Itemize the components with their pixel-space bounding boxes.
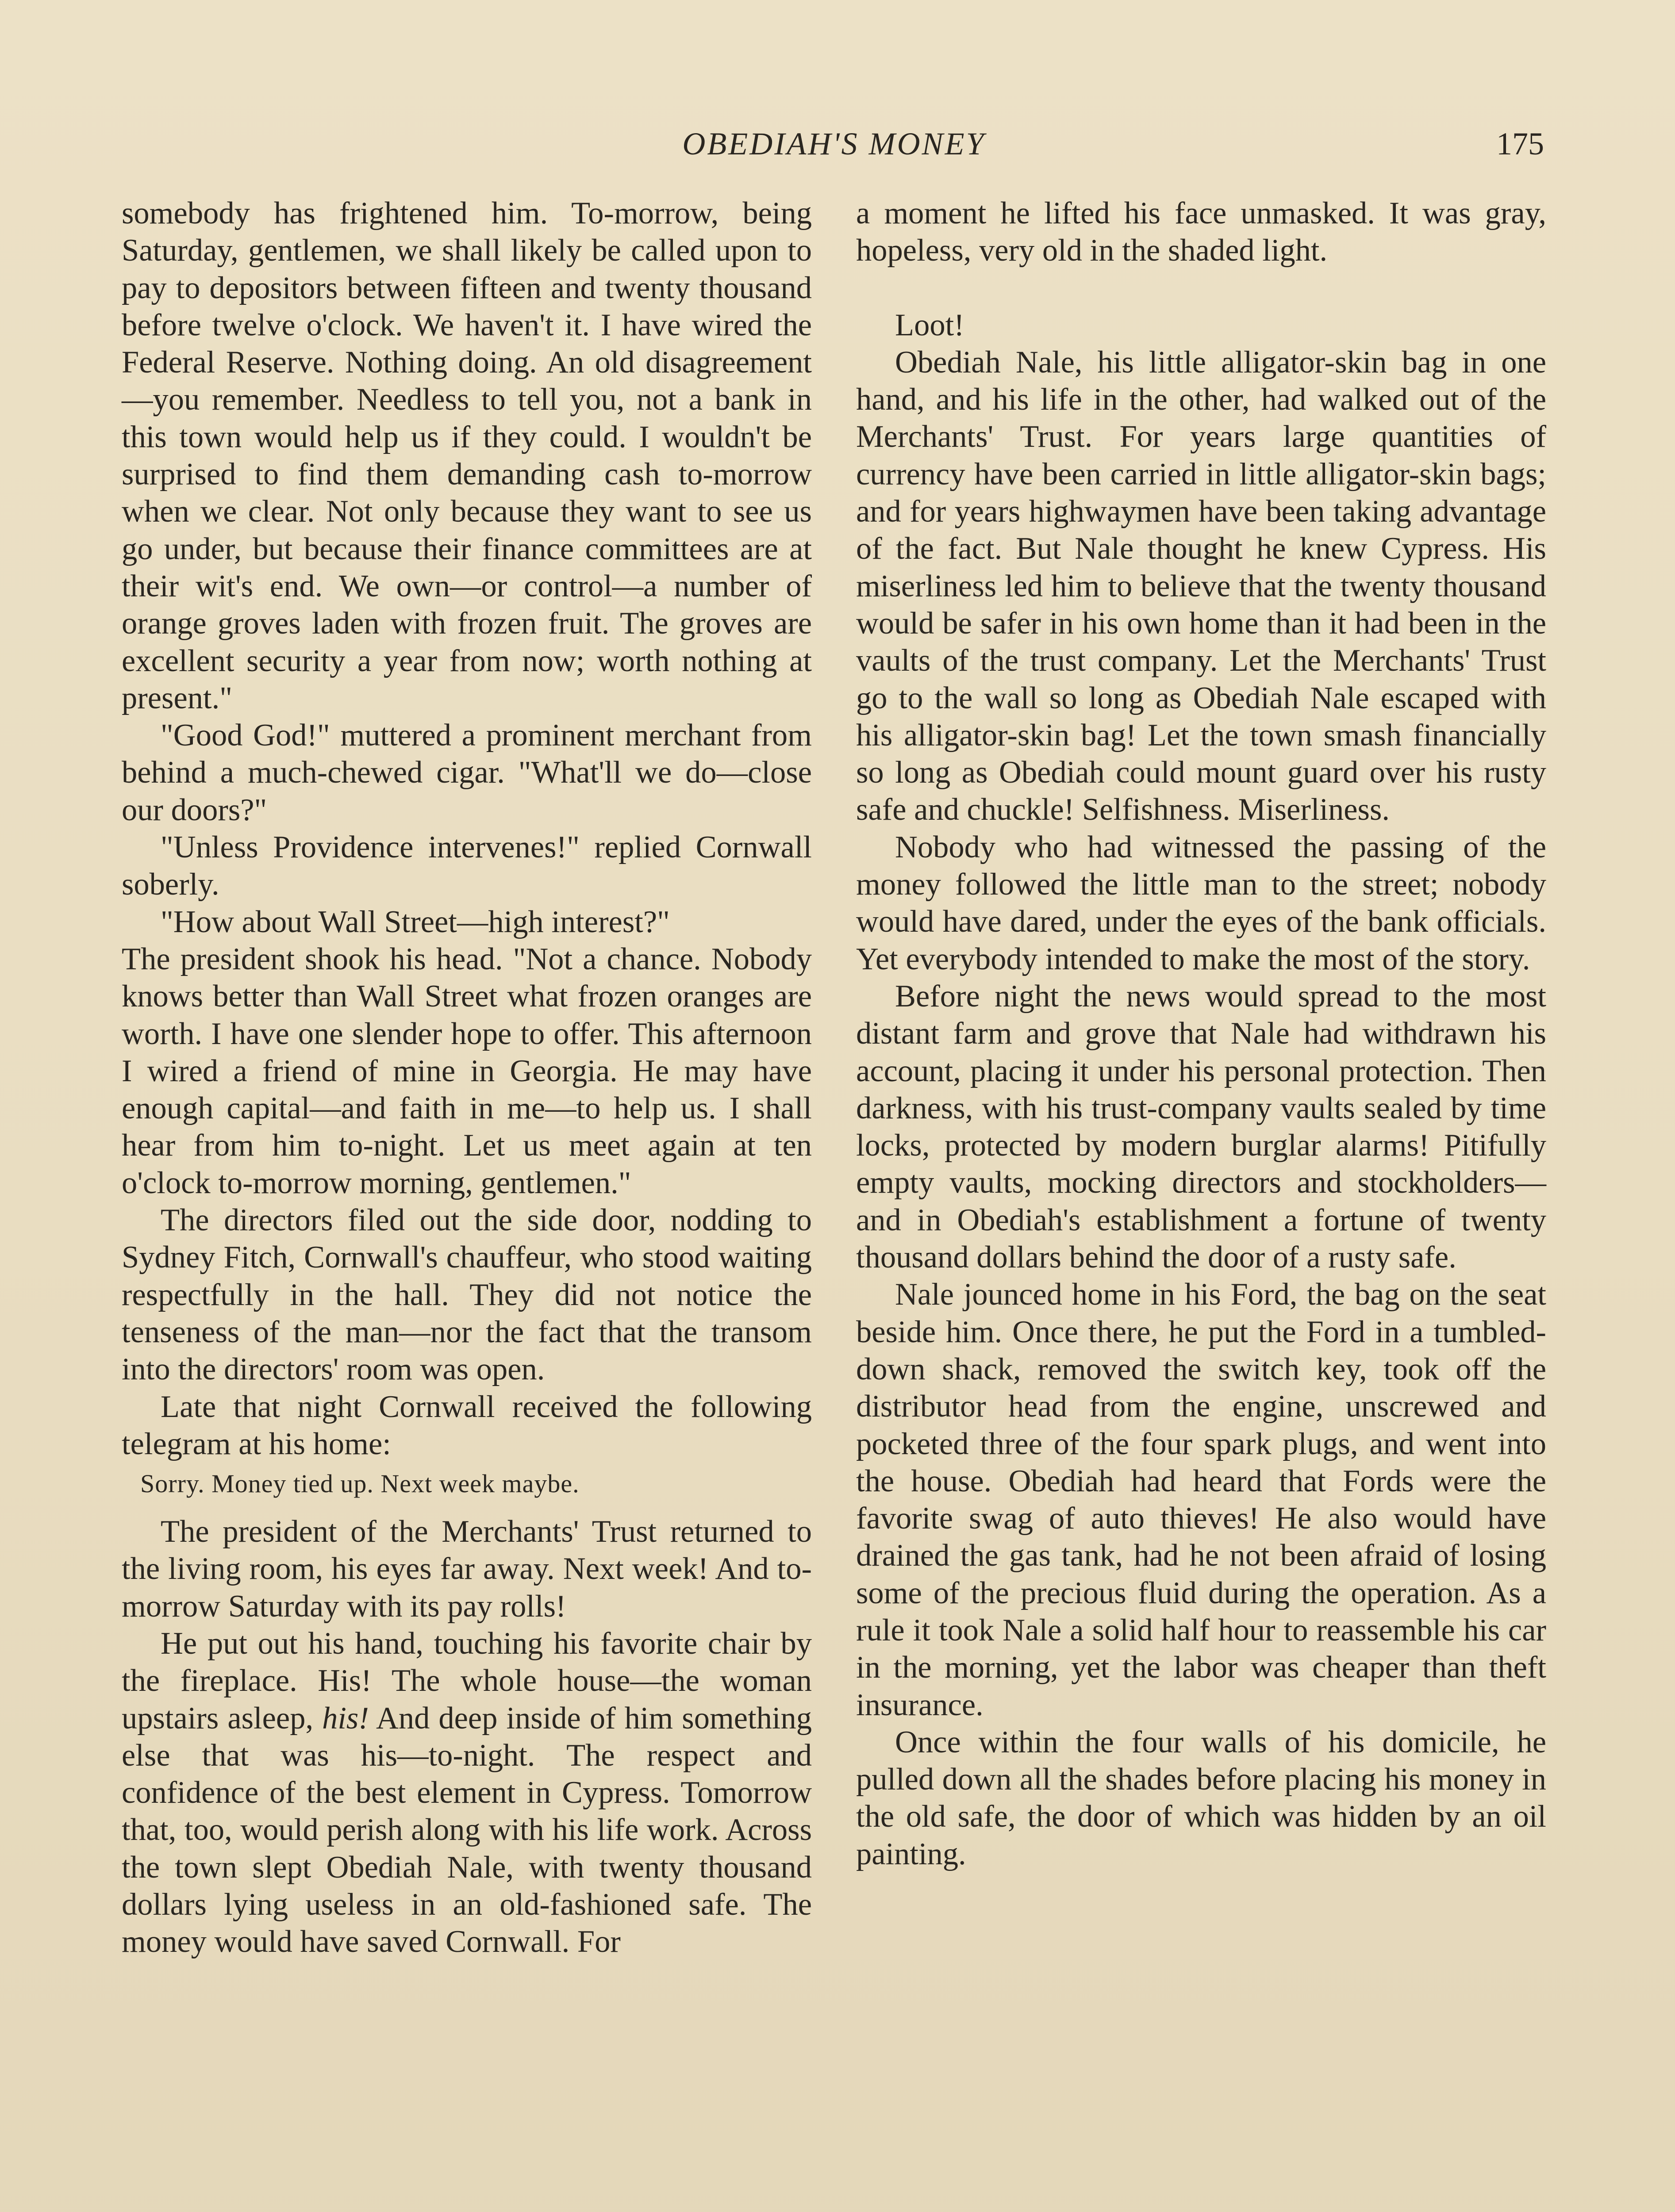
right-column xyxy=(856,195,1546,1873)
paragraph: Before night the news would spread to the most distant farm and grove that Nale had withdrawn his account, placing it under his personal protection. Then darkness, with his trust-company vaults sealed by time locks, protected by modern burglar alarms! Pitifully empty vaults, mocking directors and stockholders—and in Obediah's establishment a fortune of twenty thousand dollars behind the door of a rusty safe. xyxy=(856,979,1546,1275)
paragraph: The president of the Merchants' Trust returned to the living room, his eyes far away. Next week! And to-morrow Saturday with its pay rolls! xyxy=(122,1514,812,1624)
paragraph-text: And deep inside of him something else that was his—to-night. The respect and confidence of the best element in Cypress. Tomorrow that, too, would perish along with his life work. Across the town slept Obediah Nale, with twenty thousand dollars lying useless in an old-fashioned safe. The money would have saved Cornwall. For xyxy=(122,1701,812,1959)
section-heading: Loot! xyxy=(895,307,964,342)
paragraph: Obediah Nale, his little alligator-skin bag in one hand, and his life in the other, had walked out of the Merchants' Trust. For years large quantities of currency have been carried in little alligator-skin bags; and for years highwaymen have been taking advantage of the fact. But Nale thought he knew Cypress. His miserliness led him to believe that the twenty thousand would be safer in his own home than it had been in the vaults of the trust company. Let the Merchants' Trust go to the wall so long as Obediah Nale escaped with his alligator-skin bag! Let the town smash financially so long as Obediah could mount guard over his rusty safe and chuckle! Selfishness. Miserliness. xyxy=(856,345,1546,827)
page-number: 175 xyxy=(1496,126,1544,161)
emphasis-text: his! xyxy=(322,1701,369,1736)
paragraph: somebody has frightened him. To-morrow, being Saturday, gentlemen, we shall likely be called upon to pay to depositors between fifteen and twenty thousand before twelve o'clock. We haven't it. I have wired the Federal Reserve. Nothing doing. An old disagreement—you remember. Needless to tell you, not a bank in this town would help us if they could. I wouldn't be surprised to find them demanding cash to-morrow when we clear. Not only because they want to see us go under, but because their finance committees are at their wit's end. We own—or control—a number of orange groves laden with frozen fruit. The groves are excellent security a year from now; worth nothing at present." xyxy=(122,196,812,715)
left-column xyxy=(122,195,812,1961)
paragraph: "Good God!" muttered a prominent merchant from behind a much-chewed cigar. "What'll we do—close our doors?" xyxy=(122,718,812,827)
paragraph xyxy=(122,1625,812,1961)
paragraph: Nale jounced home in his Ford, the bag on the seat beside him. Once there, he put the Ford in a tumbled-down shack, removed the switch key, took off the distributor head from the engine, unscrewed and pocketed three of the four spark plugs, and went into the house. Obediah had heard that Fords were the favorite swag of auto thieves! He also would have drained the gas tank, had he not been afraid of losing some of the precious fluid during the operation. As a rule it took Nale a solid half hour to reassemble his car in the morning, yet the labor was cheaper than theft insurance. xyxy=(856,1277,1546,1722)
paragraph: a moment he lifted his face unmasked. It was gray, hopeless, very old in the shaded light. xyxy=(856,196,1546,268)
paragraph: Once within the four walls of his domicile, he pulled down all the shades before placing his money in the old safe, the door of which was hidden by an oil painting. xyxy=(856,1724,1546,1871)
telegram-text: Sorry. Money tied up. Next week maybe. xyxy=(140,1469,580,1498)
running-head xyxy=(124,119,1544,168)
paragraph: Nobody who had witnessed the passing of the money followed the little man to the street; nobody would have dared, under the eyes of the bank officials. Yet everybody intended to make the most of the story. xyxy=(856,830,1546,976)
paragraph: Late that night Cornwall received the following telegram at his home: xyxy=(122,1389,812,1461)
paragraph: "Unless Providence intervenes!" replied Cornwall soberly. xyxy=(122,830,812,902)
paragraph-text: He put out his hand, touching his favorite chair by the fireplace. His! The whole house—the woman upstairs asleep, xyxy=(122,1626,812,1736)
paragraph: The directors filed out the side door, nodding to Sydney Fitch, Cornwall's chauffeur, who stood waiting respectfully in the hall. They did not notice the tenseness of the man—nor the fact that the transom into the directors' room was open. xyxy=(122,1203,812,1387)
running-title: OBEDIAH'S MONEY xyxy=(682,126,986,161)
paragraph: The president shook his head. "Not a chance. Nobody knows better than Wall Street what frozen oranges are worth. I have one slender hope to offer. This afternoon I wired a friend of mine in Georgia. He may have enough capital—and faith in me—to help us. I shall hear from him to-night. Let us meet again at ten o'clock to-morrow morning, gentlemen." xyxy=(122,941,812,1200)
paragraph: "How about Wall Street—high interest?" xyxy=(161,904,670,939)
